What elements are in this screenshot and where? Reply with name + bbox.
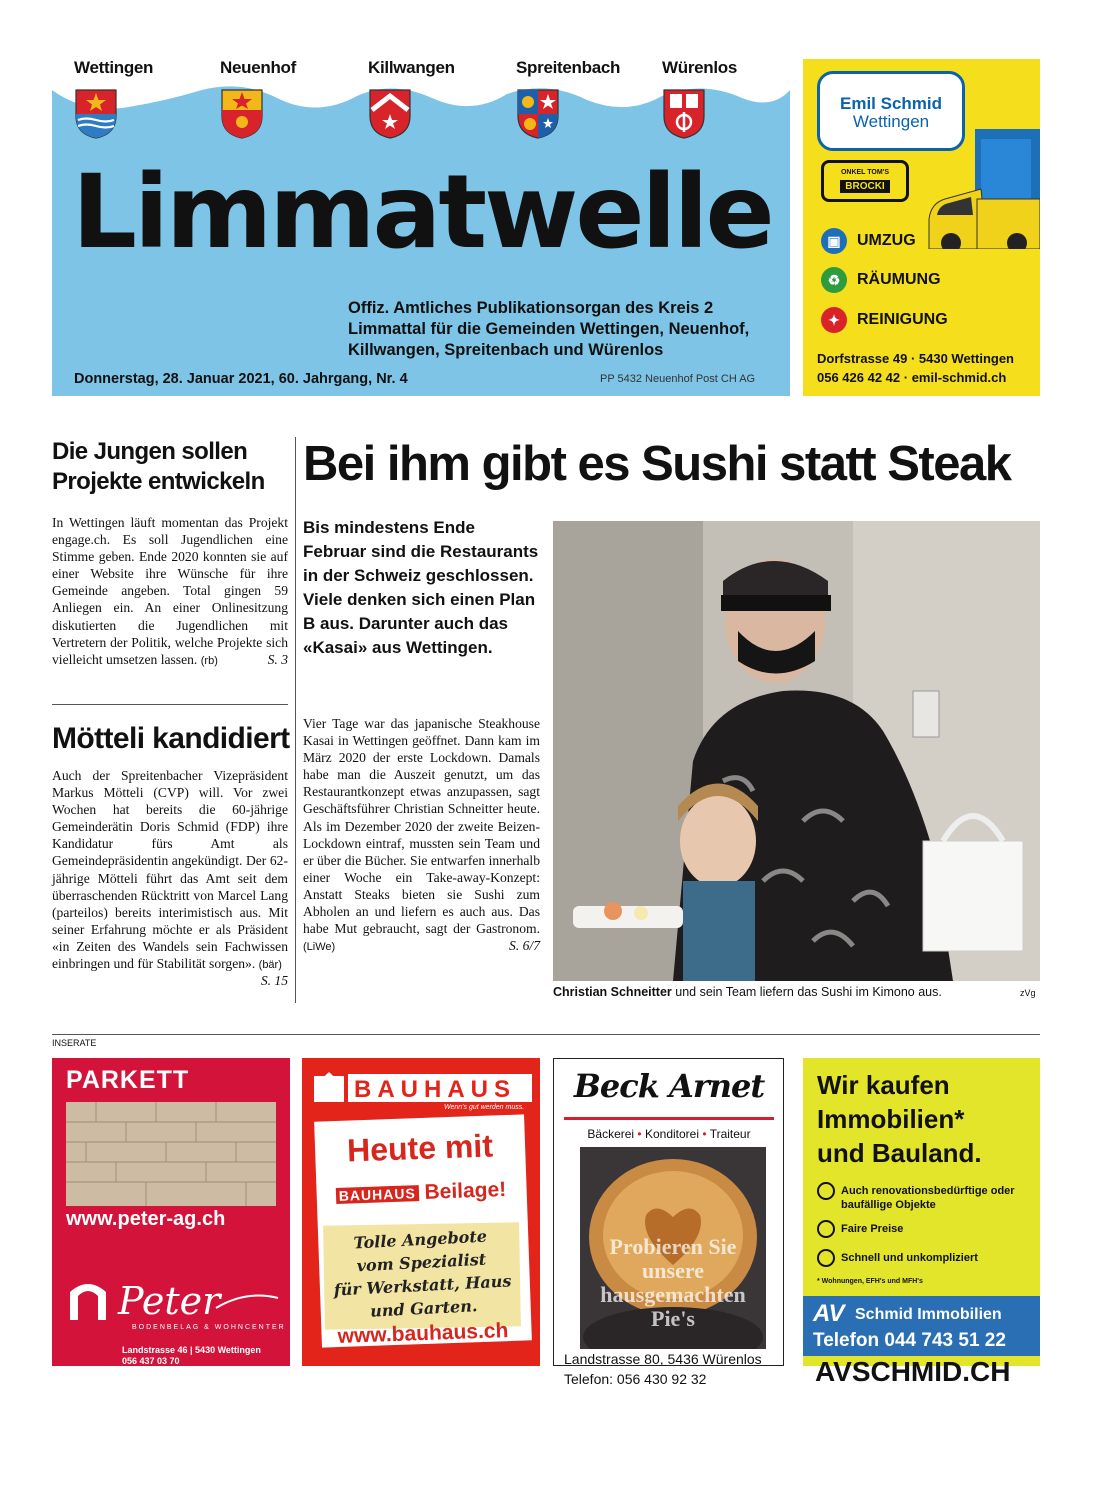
- bauhaus-heute: Heute mit: [346, 1127, 494, 1169]
- emil-logo-place: Wettingen: [852, 112, 930, 131]
- bauhaus-tag: BAUHAUS: [336, 1186, 420, 1205]
- beck-sub-part: Bäckerei: [587, 1127, 635, 1141]
- town-neuenhof: Neuenhof: [220, 58, 296, 77]
- parkett-street: Landstrasse 46 | 5430 Wettingen: [122, 1345, 261, 1355]
- bauhaus-beilage-text: Beilage!: [424, 1178, 507, 1204]
- brocki-top: ONKEL TOM'S: [840, 169, 890, 176]
- parquet-floor-image: [66, 1102, 276, 1206]
- moving-truck-icon: [921, 119, 1040, 249]
- av-phone: Telefon 044 743 51 22: [813, 1330, 1006, 1351]
- newspaper-title: Limmatwelle: [72, 153, 772, 272]
- town-wettingen: Wettingen: [74, 58, 154, 77]
- brocki-bottom: BROCKI: [840, 180, 889, 193]
- recycle-icon: ♻: [821, 267, 847, 293]
- town-wuerenlos: Würenlos: [662, 58, 738, 77]
- note-line: und Garten.: [369, 1296, 478, 1321]
- main-headline[interactable]: Bei ihm gibt es Sushi statt Steak: [303, 437, 1011, 491]
- av-item-text: Faire Preise: [841, 1223, 904, 1235]
- av-logo: AV: [813, 1300, 845, 1327]
- check-icon: [817, 1182, 835, 1200]
- photo-credit: zVg: [1020, 988, 1036, 998]
- peter-logo-lettering: Peter: [118, 1279, 221, 1323]
- author-tag: (LiWe): [303, 941, 336, 954]
- av-website[interactable]: AVSCHMID.CH: [815, 1356, 1011, 1387]
- ad-parkett[interactable]: [52, 1058, 290, 1366]
- main-article-body: Vier Tage war das japanische Steakhouse Kasai in Wettingen geöffnet. Dann kam im März 2020 der erste Lockdown. Damals habe man die Auszeit genutzt, um das Restaurantkonzept etwas anzupassen, sagt Geschäftsführer Christian Schneitter heute. Als im Dezember 2020 der zweite Beizen-Lockdown eintraf, mussten sein Team und er über die Bücher. Sie entwarfen innerhalb einer Woche ein Take-away-Konzept: Anstatt Steaks bieten sie Sushi zum Abholen an und liefern es auch aus. Das habe Mut gebraucht, sagt der Gastronom.: [303, 716, 540, 937]
- parkett-subline: BODENBELAG & WOHNCENTER: [132, 1324, 286, 1331]
- brocki-logo: [821, 160, 909, 202]
- ad-bauhaus[interactable]: [302, 1058, 540, 1366]
- beck-subline: Bäckerei • Konditorei • Traiteur: [587, 1127, 751, 1141]
- main-photo[interactable]: [553, 521, 1040, 981]
- ad-av-schmid[interactable]: [803, 1058, 1040, 1387]
- bauhaus-logo-icon: [314, 1072, 532, 1102]
- official-line: Killwangen, Spreitenbach und Würenlos: [348, 341, 664, 359]
- article-jungen-body: In Wettingen läuft momentan das Projekt engage.ch. Es soll Jugendlichen eine Stimme geben. Ende 2020 konnten sie auf einer Website ihre Wünsche für ihre Gemeinde angeben. Total gingen 59 Anliegen ein. An einer Onlinesitzung diskutierten die Jugendlichen mit Vertretern der Politik, welche Projekte sich vielleicht umsetzen lassen.: [52, 515, 288, 667]
- parkett-address: [122, 1345, 261, 1367]
- official-organ-text: [348, 298, 788, 361]
- page-ref: S. 3: [267, 651, 288, 667]
- main-article: [303, 715, 540, 1005]
- emil-contact: 056 426 42 42 · emil-schmid.ch: [817, 370, 1007, 385]
- ad-emil-schmid[interactable]: [803, 59, 1040, 396]
- headline-jungen[interactable]: Die Jungen sollen Projekte entwickeln: [52, 438, 265, 495]
- town-killwangen: Killwangen: [368, 58, 455, 77]
- service-label: REINIGUNG: [857, 311, 948, 328]
- main-lead: Bis mindestens Ende Februar sind die Restaurants in der Schweiz geschlossen. Viele denken sich einen Plan B aus. Darunter auch das «Kasai» aus Wettingen.: [303, 518, 539, 657]
- article-moetteli: [52, 767, 288, 1007]
- emil-address: [817, 349, 1014, 387]
- bauhaus-logo-text: BAUHAUS: [354, 1076, 516, 1102]
- overlay-line: Pie's: [651, 1306, 695, 1331]
- bauhaus-note-text: [322, 1223, 523, 1325]
- page-ref: S. 6/7: [509, 938, 540, 954]
- beck-arnet-logo: Beck Arnet: [573, 1067, 765, 1105]
- headline-moetteli[interactable]: Mötteli kandidiert: [52, 722, 290, 755]
- article-jungen: [52, 514, 288, 692]
- av-company: Schmid Immobilien: [855, 1306, 1002, 1323]
- parkett-phone: 056 437 03 70: [122, 1356, 180, 1366]
- wettingen-crest-icon: [74, 88, 118, 140]
- ad-beck-arnet[interactable]: [553, 1058, 784, 1387]
- av-contact-bar: [803, 1296, 1040, 1356]
- bauhaus-website[interactable]: www.bauhaus.ch: [337, 1319, 509, 1348]
- service-label: RÄUMUNG: [857, 271, 941, 288]
- page-ref: S. 15: [260, 973, 288, 989]
- wuerenlos-crest-icon: [662, 88, 706, 140]
- issue-dateline: Donnerstag, 28. Januar 2021, 60. Jahrgang, Nr. 4: [74, 371, 408, 387]
- beck-sub-part: Konditorei: [644, 1127, 700, 1141]
- box-icon: ▣: [821, 228, 847, 254]
- inserate-label: INSERATE: [52, 1038, 97, 1048]
- beck-address: [564, 1349, 762, 1389]
- note-line: vom Spezialist: [356, 1249, 487, 1276]
- official-line: Limmattal für die Gemeinden Wettingen, Neuenhof,: [348, 320, 750, 338]
- bauhaus-claim: Wenn's gut werden muss.: [444, 1104, 525, 1111]
- check-icon: [817, 1249, 835, 1267]
- beck-overlay-text: [580, 1235, 766, 1331]
- parkett-title: PARKETT: [66, 1066, 190, 1094]
- divider: [52, 704, 288, 705]
- postal-line: PP 5432 Neuenhof Post CH AG: [600, 373, 756, 385]
- overlay-line: hausgemachten: [600, 1282, 746, 1307]
- av-head-line: Wir kaufen: [817, 1070, 950, 1100]
- spreitenbach-crest-icon: [516, 88, 560, 140]
- official-line: Offiz. Amtliches Publikationsorgan des Kreis 2: [348, 299, 714, 317]
- emil-logo-name: Emil Schmid: [839, 94, 943, 113]
- av-head-line: Immobilien*: [817, 1104, 965, 1134]
- column-divider: [295, 437, 296, 1003]
- kimono-photo-illustration: [553, 521, 1040, 981]
- overlay-line: Probieren Sie: [609, 1234, 737, 1259]
- article-moetteli-body: Auch der Spreitenbacher Vizepräsident Markus Mötteli (CVP) will. Vor zwei Wochen hat bereits die 60-jährige Gemeinderätin Doris Schmid (FDP) ihre Kandidatur fürs Amt als Gemeindepräsidentin angekündigt. Der 62-jährige Mötteli führt das Amt seit dem überraschenden Rücktritt von Marcel Lang (parteilos) bereits interimistisch aus. Mit seiner Erfahrung möchte er als Präsident «in Zeiten des Wandels sein Fachwissen einbringen und für Stabilität sorgen».: [52, 768, 288, 972]
- beck-divider: [564, 1117, 774, 1120]
- av-footnote: * Wohnungen, EFH's und MFH's: [817, 1278, 923, 1285]
- sparkle-icon: ✦: [821, 307, 847, 333]
- killwangen-crest-icon: [368, 88, 412, 140]
- beck-street: Landstrasse 80, 5436 Würenlos: [564, 1351, 762, 1367]
- emil-street: Dorfstrasse 49 · 5430 Wettingen: [817, 351, 1014, 366]
- caption-text: und sein Team liefern das Sushi im Kimono aus.: [671, 985, 942, 999]
- beck-phone: Telefon: 056 430 92 32: [564, 1371, 707, 1387]
- town-spreitenbach: Spreitenbach: [516, 58, 621, 77]
- neuenhof-crest-icon: [220, 88, 264, 140]
- author-tag: (rb): [200, 654, 218, 667]
- av-item-text: Schnell und unkompliziert: [841, 1252, 978, 1264]
- av-item-text: Auch renovationsbedürftige oder baufällige Objekte: [841, 1185, 1015, 1211]
- note-line: Tolle Angebote: [353, 1226, 488, 1253]
- beck-sub-part: Traiteur: [709, 1127, 751, 1141]
- overlay-line: unsere: [642, 1258, 704, 1283]
- inserate-divider: [52, 1034, 1040, 1035]
- service-label: UMZUG: [857, 232, 916, 249]
- av-head-line: und Bauland.: [817, 1138, 982, 1168]
- note-line: für Werkstatt, Haus: [333, 1271, 512, 1300]
- parkett-website[interactable]: www.peter-ag.ch: [66, 1208, 226, 1230]
- caption-name: Christian Schneitter: [553, 985, 672, 999]
- author-tag: (bär): [258, 959, 282, 972]
- masthead: [52, 50, 790, 396]
- check-icon: [817, 1220, 835, 1238]
- av-headline: [817, 1068, 982, 1170]
- photo-caption: [553, 985, 1040, 999]
